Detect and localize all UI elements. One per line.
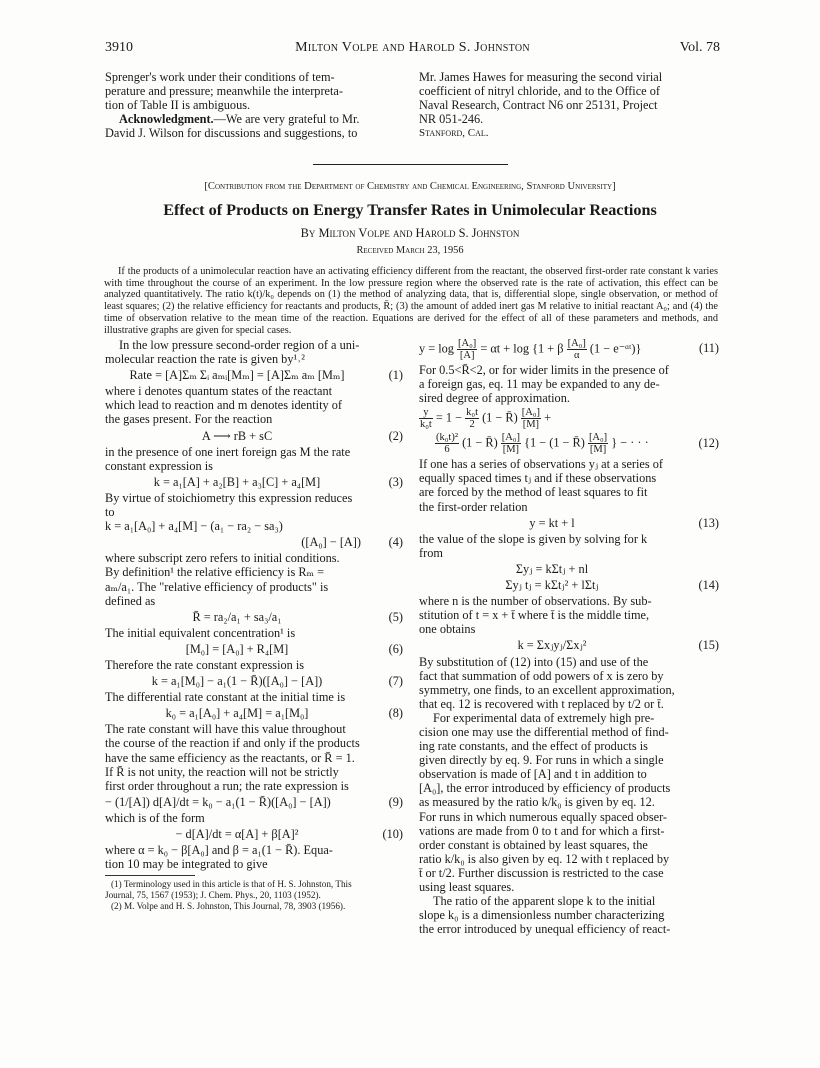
math-text: = 1 − <box>435 410 463 425</box>
top-left-column <box>105 70 403 140</box>
fraction <box>501 432 521 455</box>
numerator: [A₀] <box>521 407 541 419</box>
equation-expression: Σyⱼ = kΣtⱼ + nl <box>515 561 589 576</box>
equation-2 <box>105 429 403 443</box>
equation-7 <box>105 674 403 688</box>
text-line: fact that summation of odd powers of x is zero by <box>419 668 664 683</box>
text-line: using least squares. <box>419 880 515 894</box>
equation-expression: A ⟶ rB + sC <box>201 428 273 443</box>
text-line: slope k₀ is a dimensionless number characterizing <box>419 908 665 923</box>
equation-13 <box>419 516 719 530</box>
text-line: cision one may use the differential method of find- <box>419 724 669 739</box>
text-line: The rate constant will have this value throughout <box>105 722 346 737</box>
text-line: ratio k/k₀ is also given by eq. 12 with t replaced by <box>419 851 670 866</box>
text-line: which is of the form <box>105 810 205 825</box>
numerator: k₀t <box>466 407 478 419</box>
acknowledgment-text: —We are very grateful to Mr. <box>213 112 360 127</box>
equation-expression: R̄ = ra₂/a₁ + sa₃/a₁ <box>192 609 282 624</box>
text-line: ing rate constants, and the effect of products is <box>419 739 648 754</box>
equation-number: (2) <box>388 428 403 443</box>
equation-number: (3) <box>388 474 403 489</box>
math-text: y = log <box>419 341 454 356</box>
math-text: (1 − e⁻ᵅᵗ)} <box>589 341 642 356</box>
text-line: where n is the number of observations. By sub- <box>419 594 652 609</box>
text-line: where i denotes quantum states of the reactant <box>105 384 333 399</box>
text-line: For runs in which numerous equally spaced obser- <box>419 809 668 824</box>
denominator: 6 <box>444 444 450 456</box>
math-text: = αt + log {1 + β <box>480 341 564 356</box>
equation-number: (15) <box>698 638 719 653</box>
equation-8 <box>105 706 403 720</box>
text-line: order constant is obtained by least squares, the <box>419 837 648 852</box>
equation-expression <box>419 407 719 430</box>
footnote-line: (1) Terminology used in this article is that of H. S. Johnston, This <box>111 879 352 890</box>
text-line: constant expression is <box>105 458 213 473</box>
equation-number: (14) <box>698 578 719 593</box>
equation-number: (5) <box>388 609 403 624</box>
received-date: Received March 23, 1956 <box>356 245 464 256</box>
equation-expression: − d[A]/dt = α[A] + β[A]² <box>175 827 299 841</box>
equation-expression: ([A₀] − [A]) <box>301 535 361 550</box>
equation-number: (8) <box>388 706 403 721</box>
numerator: (k₀t)² <box>436 432 458 444</box>
equation-5 <box>105 610 403 624</box>
math-text: (1 − R̄) <box>482 410 518 425</box>
text-line: tion of Table II is ambiguous. <box>105 98 251 113</box>
text-line: stitution of t = x + t̄ where t̄ is the middle time, <box>419 608 650 623</box>
text-line: By definition¹ the relative efficiency is Rₘ = <box>105 565 325 580</box>
equation-3 <box>105 475 403 489</box>
equation-9 <box>105 795 403 809</box>
equation-14-part-1 <box>419 562 719 576</box>
math-text: } − · · · <box>611 435 649 450</box>
denominator: [A] <box>459 350 475 361</box>
equation-number: (4) <box>388 535 403 550</box>
main-right-column <box>419 338 719 936</box>
text-line: If R̄ is not unity, the reaction will not be strictly <box>105 764 339 779</box>
text-line: vations are made from 0 to t and for which a first- <box>419 823 665 838</box>
equation-number: (1) <box>388 368 403 383</box>
fraction <box>588 432 608 455</box>
text-line: that eq. 12 is recovered with t replaced by t/2 or t̄. <box>419 696 664 711</box>
equation-expression: [M₀] = [A₀] + R₄[M] <box>185 641 289 656</box>
numerator: [A₀] <box>458 338 477 349</box>
denominator: [M] <box>589 444 607 456</box>
running-header <box>105 40 720 60</box>
equation-number: (13) <box>698 515 719 530</box>
footnote-line: (2) M. Volpe and H. S. Johnston, This Journal, 78, 3903 (1956). <box>111 901 346 912</box>
footnote-divider <box>105 875 195 876</box>
equation-number: (12) <box>698 435 719 450</box>
equation-expression: k₀ = a₁[A₀] + a₄[M] = a₁[M₀] <box>165 706 309 721</box>
text-line: which lead to reaction and m denotes identity of <box>105 398 342 413</box>
text-line: [A₀], the error introduced by efficiency of products <box>419 781 671 796</box>
text-line: By substitution of (12) into (15) and use of the <box>419 654 649 669</box>
text-line: first order throughout a run; the rate expression is <box>105 778 349 793</box>
text-line: defined as <box>105 593 156 608</box>
denominator: 2 <box>469 419 475 431</box>
text-line: the value of the slope is given by solving for k <box>419 531 648 546</box>
text-line: as measured by the ratio k/k₀ is given by eq. 12. <box>419 795 655 810</box>
running-authors: Milton Volpe and Harold S. Johnston <box>295 40 530 55</box>
text-line: where α = k₀ − β[A₀] and β = a₁(1 − R̄). Equa- <box>105 843 333 858</box>
denominator: [M] <box>502 444 520 456</box>
text-line: a foreign gas, eq. 11 may be expanded to any de- <box>419 377 660 392</box>
equation-12-part-2 <box>419 432 719 455</box>
main-left-column <box>105 338 403 912</box>
text-line: For experimental data of extremely high pre- <box>433 710 655 725</box>
text-line: t̄ or t/2. Further discussion is restricted to the case <box>419 865 664 880</box>
fraction <box>435 432 459 455</box>
equation-10 <box>105 827 403 841</box>
text-line: from <box>419 545 443 560</box>
fraction <box>521 407 541 430</box>
text-line: Naval Research, Contract N6 onr 25131, Project <box>419 98 658 113</box>
equation-15 <box>419 638 719 652</box>
text-line: For 0.5<R̄<2, or for wider limits in the presence of <box>419 363 669 377</box>
equation-expression: Rate = [A]Σₘ Σᵢ aₘᵢ[Mₘ] = [A]Σₘ aₘ [Mₘ] <box>129 368 345 383</box>
denominator: [M] <box>522 419 540 431</box>
text-line: coefficient of nitryl chloride, and to the Office of <box>419 84 660 99</box>
text-line: one obtains <box>419 622 476 637</box>
math-text: + <box>544 410 552 425</box>
numerator: [A₀] <box>501 432 521 444</box>
text-line: to <box>105 505 115 520</box>
equation-4 <box>105 535 403 549</box>
text-line: in the presence of one inert foreign gas M the rate <box>105 444 351 459</box>
equation-number: (9) <box>388 794 403 809</box>
text-line: Mr. James Hawes for measuring the second virial <box>419 70 663 84</box>
equation-number: (11) <box>698 341 719 356</box>
text-line: the gases present. For the reaction <box>105 412 273 427</box>
abstract: If the products of a unimolecular reaction have an activating efficiency different from the reactant, the observed first-order rate constant k varies with time throughout the course of an experiment. In the low pressure region where the observed rate is the rate of activation, this effect can be analyzed quantitatively. The ratio k(t)/k₀ depends on (1) the method of analyzing data, that is, differential slope, single observation, or method of least squares; (2) the relative efficiency for reactants and products, R̄; (3) the amount of added inert gas M relative to initial reactant A₀; and (4) the time of observation relative to the mean time of the reaction. Equations are derived for the effect of all of these parameters and methods, and illustrative graphs are given for special cases. <box>104 266 718 336</box>
equation-expression <box>419 432 685 455</box>
text-line: If one has a series of observations yⱼ at a series of <box>419 457 663 472</box>
denominator: α <box>573 350 580 361</box>
article-title: Effect of Products on Energy Transfer Rates in Unimolecular Reactions <box>163 201 657 219</box>
text-line: the error introduced by unequal efficiency of react- <box>419 922 671 937</box>
text-line: Therefore the rate constant expression is <box>105 657 305 672</box>
equation-expression: k = a₁[A] + a₂[B] + a₃[C] + a₄[M] <box>153 474 321 489</box>
math-text: {1 − (1 − R̄) <box>524 435 585 450</box>
equation-number: (6) <box>388 641 403 656</box>
denominator: k₀t <box>420 419 432 431</box>
acknowledgment <box>105 112 403 126</box>
equation-4-part-1: k = a₁[A₀] + a₄[M] − (a₁ − ra₂ − sa₃) <box>105 519 283 534</box>
text-line: David J. Wilson for discussions and suggestions, to <box>105 126 358 141</box>
text-line: where subscript zero refers to initial conditions. <box>105 551 340 566</box>
text-line: molecular reaction the rate is given by¹˒² <box>105 352 305 367</box>
equation-expression: Σyⱼ tⱼ = kΣtⱼ² + lΣtⱼ <box>505 578 599 593</box>
affiliation: Stanford, Cal. <box>419 127 489 140</box>
text-line: are forced by the method of least squares to fit <box>419 485 648 500</box>
equation-expression: − (1/[A]) d[A]/dt = k₀ − a₁(1 − R̄)([A₀] − [A]) <box>105 794 331 809</box>
acknowledgment-heading: Acknowledgment. <box>119 112 214 127</box>
text-line: sired degree of approximation. <box>419 391 570 406</box>
equation-11 <box>419 338 719 361</box>
equation-14 <box>419 578 719 592</box>
text-line: perature and pressure; meanwhile the interpreta- <box>105 84 343 99</box>
numerator: [A₀] <box>588 432 608 444</box>
text-line: observation is made of [A] and t in addition to <box>419 767 647 782</box>
equation-expression: k = a₁[M₀] − a₁(1 − R̄)([A₀] − [A]) <box>151 674 323 689</box>
footnote-line: Journal, 75, 1567 (1953); J. Chem. Phys., 20, 1103 (1952). <box>105 890 321 901</box>
fraction <box>567 338 587 361</box>
numerator: y <box>419 407 433 419</box>
page-number: 3910 <box>105 40 133 55</box>
section-divider <box>313 164 508 165</box>
text-line: aₘ/a₁. The "relative efficiency of products" is <box>105 579 329 594</box>
equation-1 <box>105 368 403 382</box>
text-line: The differential rate constant at the initial time is <box>105 690 346 705</box>
equation-6 <box>105 642 403 656</box>
text-line: the course of the reaction if and only if the products <box>105 736 360 751</box>
equation-number: (10) <box>382 827 403 841</box>
text-line: Sprenger's work under their conditions of tem- <box>105 70 335 84</box>
text-line: tion 10 may be integrated to give <box>105 857 268 872</box>
text-line: By virtue of stoichiometry this expression reduces <box>105 490 353 505</box>
equation-expression: y = kt + l <box>529 515 575 530</box>
text-line: The initial equivalent concentration¹ is <box>105 625 296 640</box>
text-line: NR 051-246. <box>419 112 484 127</box>
top-right-column <box>419 70 719 140</box>
volume-label: Vol. 78 <box>679 40 720 55</box>
math-text: (1 − R̄) <box>462 435 498 450</box>
equation-12-part-1 <box>419 407 719 430</box>
equation-expression: k = Σxⱼyⱼ/Σxⱼ² <box>517 638 587 653</box>
footnotes <box>105 879 403 912</box>
fraction <box>465 407 479 430</box>
numerator: [A₀] <box>567 338 586 349</box>
text-line: equally spaced times tⱼ and if these observations <box>419 471 657 486</box>
text-line: symmetry, one finds, to an excellent approximation, <box>419 682 675 697</box>
equation-expression <box>419 338 685 361</box>
fraction <box>457 338 477 361</box>
text-line: the first-order relation <box>419 499 528 514</box>
byline: By Milton Volpe and Harold S. Johnston <box>300 226 520 240</box>
text-line: The ratio of the apparent slope k to the initial <box>433 894 656 909</box>
fraction <box>419 407 433 430</box>
text-line: have the same efficiency as the reactants, or R̄ = 1. <box>105 750 355 765</box>
text-line: given directly by eq. 9. For runs in which a single <box>419 753 664 768</box>
contribution-note: [Contribution from the Department of Chemistry and Chemical Engineering, Stanford University] <box>204 181 616 192</box>
equation-number: (7) <box>388 674 403 689</box>
text-line: In the low pressure second-order region of a uni- <box>119 338 360 352</box>
